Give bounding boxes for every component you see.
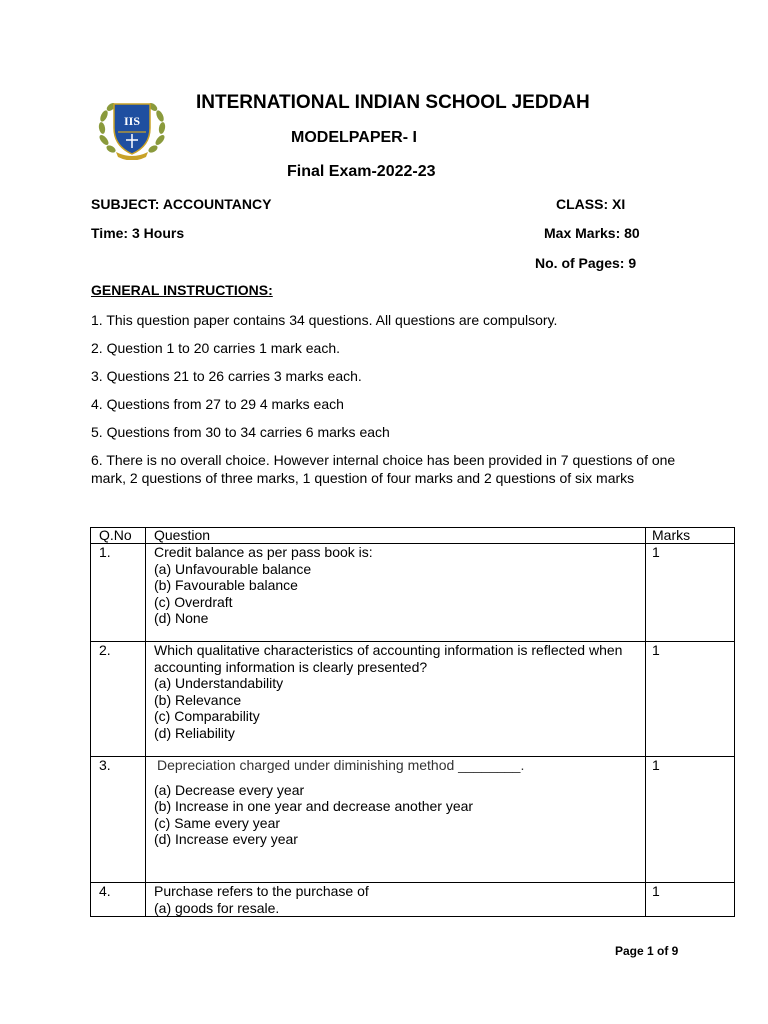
page-number: Page 1 of 9 bbox=[615, 944, 679, 958]
instruction-item: 2. Question 1 to 20 carries 1 mark each. bbox=[91, 340, 341, 356]
instructions-heading-colon: : bbox=[268, 282, 273, 298]
option: (c) Comparability bbox=[154, 708, 260, 724]
school-crest-icon bbox=[92, 94, 172, 160]
question-cell bbox=[146, 642, 646, 757]
option: (a) goods for resale. bbox=[154, 899, 280, 916]
question-table bbox=[90, 527, 735, 917]
marks-cell: 1 bbox=[646, 883, 735, 917]
header-question: Question bbox=[146, 528, 646, 544]
exam-title: Final Exam-2022-23 bbox=[287, 163, 436, 180]
marks-cell: 1 bbox=[646, 642, 735, 757]
option: (b) Relevance bbox=[154, 691, 242, 708]
option: (c) Overdraft bbox=[154, 593, 233, 610]
class-label: CLASS: XI bbox=[556, 196, 626, 212]
option: (c) Same every year bbox=[154, 814, 281, 831]
table-row bbox=[91, 757, 735, 883]
question-stem: Depreciation charged under diminishing method ________. bbox=[157, 757, 525, 773]
instruction-item: 3. Questions 21 to 26 carries 3 marks each. bbox=[91, 368, 362, 384]
question-stem: Which qualitative characteristics of accounting information is reflected when bbox=[154, 642, 623, 658]
header-qno: Q.No bbox=[91, 528, 146, 544]
question-cell bbox=[146, 544, 646, 642]
option: (b) Increase in one year and decrease another year bbox=[154, 798, 474, 814]
marks-cell: 1 bbox=[646, 544, 735, 642]
instruction-item-6-line2: mark, 2 questions of three marks, 1 question of four marks and 2 questions of six marks bbox=[91, 470, 635, 486]
school-name: INTERNATIONAL INDIAN SCHOOL JEDDAH bbox=[196, 92, 590, 113]
question-stem: accounting information is clearly presented? bbox=[154, 658, 428, 675]
table-row bbox=[91, 544, 735, 642]
marks-cell: 1 bbox=[646, 757, 735, 883]
question-number: 3. bbox=[91, 757, 146, 883]
option: (a) Decrease every year bbox=[154, 781, 305, 798]
question-stem: Credit balance as per pass book is: bbox=[154, 544, 373, 560]
instruction-item: 4. Questions from 27 to 29 4 marks each bbox=[91, 396, 344, 412]
instruction-item: 5. Questions from 30 to 34 carries 6 marks each bbox=[91, 424, 390, 440]
option: (b) Favourable balance bbox=[154, 577, 298, 593]
max-marks-label: Max Marks: 80 bbox=[544, 225, 640, 241]
instructions-heading bbox=[91, 282, 273, 298]
option: (d) Reliability bbox=[154, 724, 235, 741]
logo-text: IIS bbox=[123, 114, 141, 128]
option: (d) Increase every year bbox=[154, 831, 298, 847]
question-number: 2. bbox=[91, 642, 146, 757]
instructions-heading-text: GENERAL INSTRUCTIONS bbox=[91, 282, 269, 298]
instruction-item: 1. This question paper contains 34 questions. All questions are compulsory. bbox=[91, 312, 558, 328]
option: (d) None bbox=[154, 610, 209, 626]
question-cell bbox=[146, 757, 646, 883]
time-label: Time: 3 Hours bbox=[91, 225, 185, 241]
question-number: 4. bbox=[91, 883, 146, 917]
table-row bbox=[91, 883, 735, 917]
option: (a) Understandability bbox=[154, 675, 284, 691]
question-cell bbox=[146, 883, 646, 917]
instruction-item-6-line1: 6. There is no overall choice. However internal choice has been provided in 7 questions of one bbox=[91, 452, 676, 468]
subject-label: SUBJECT: ACCOUNTANCY bbox=[91, 196, 272, 212]
paper-title: MODELPAPER- I bbox=[291, 129, 417, 146]
question-stem: Purchase refers to the purchase of bbox=[154, 883, 369, 899]
pages-label: No. of Pages: 9 bbox=[535, 255, 637, 271]
table-header-row bbox=[91, 528, 735, 544]
instruction-item-6 bbox=[91, 451, 691, 487]
option: (a) Unfavourable balance bbox=[154, 560, 312, 577]
school-logo bbox=[92, 94, 172, 160]
table-row bbox=[91, 642, 735, 757]
header-marks: Marks bbox=[646, 528, 735, 544]
question-number: 1. bbox=[91, 544, 146, 642]
